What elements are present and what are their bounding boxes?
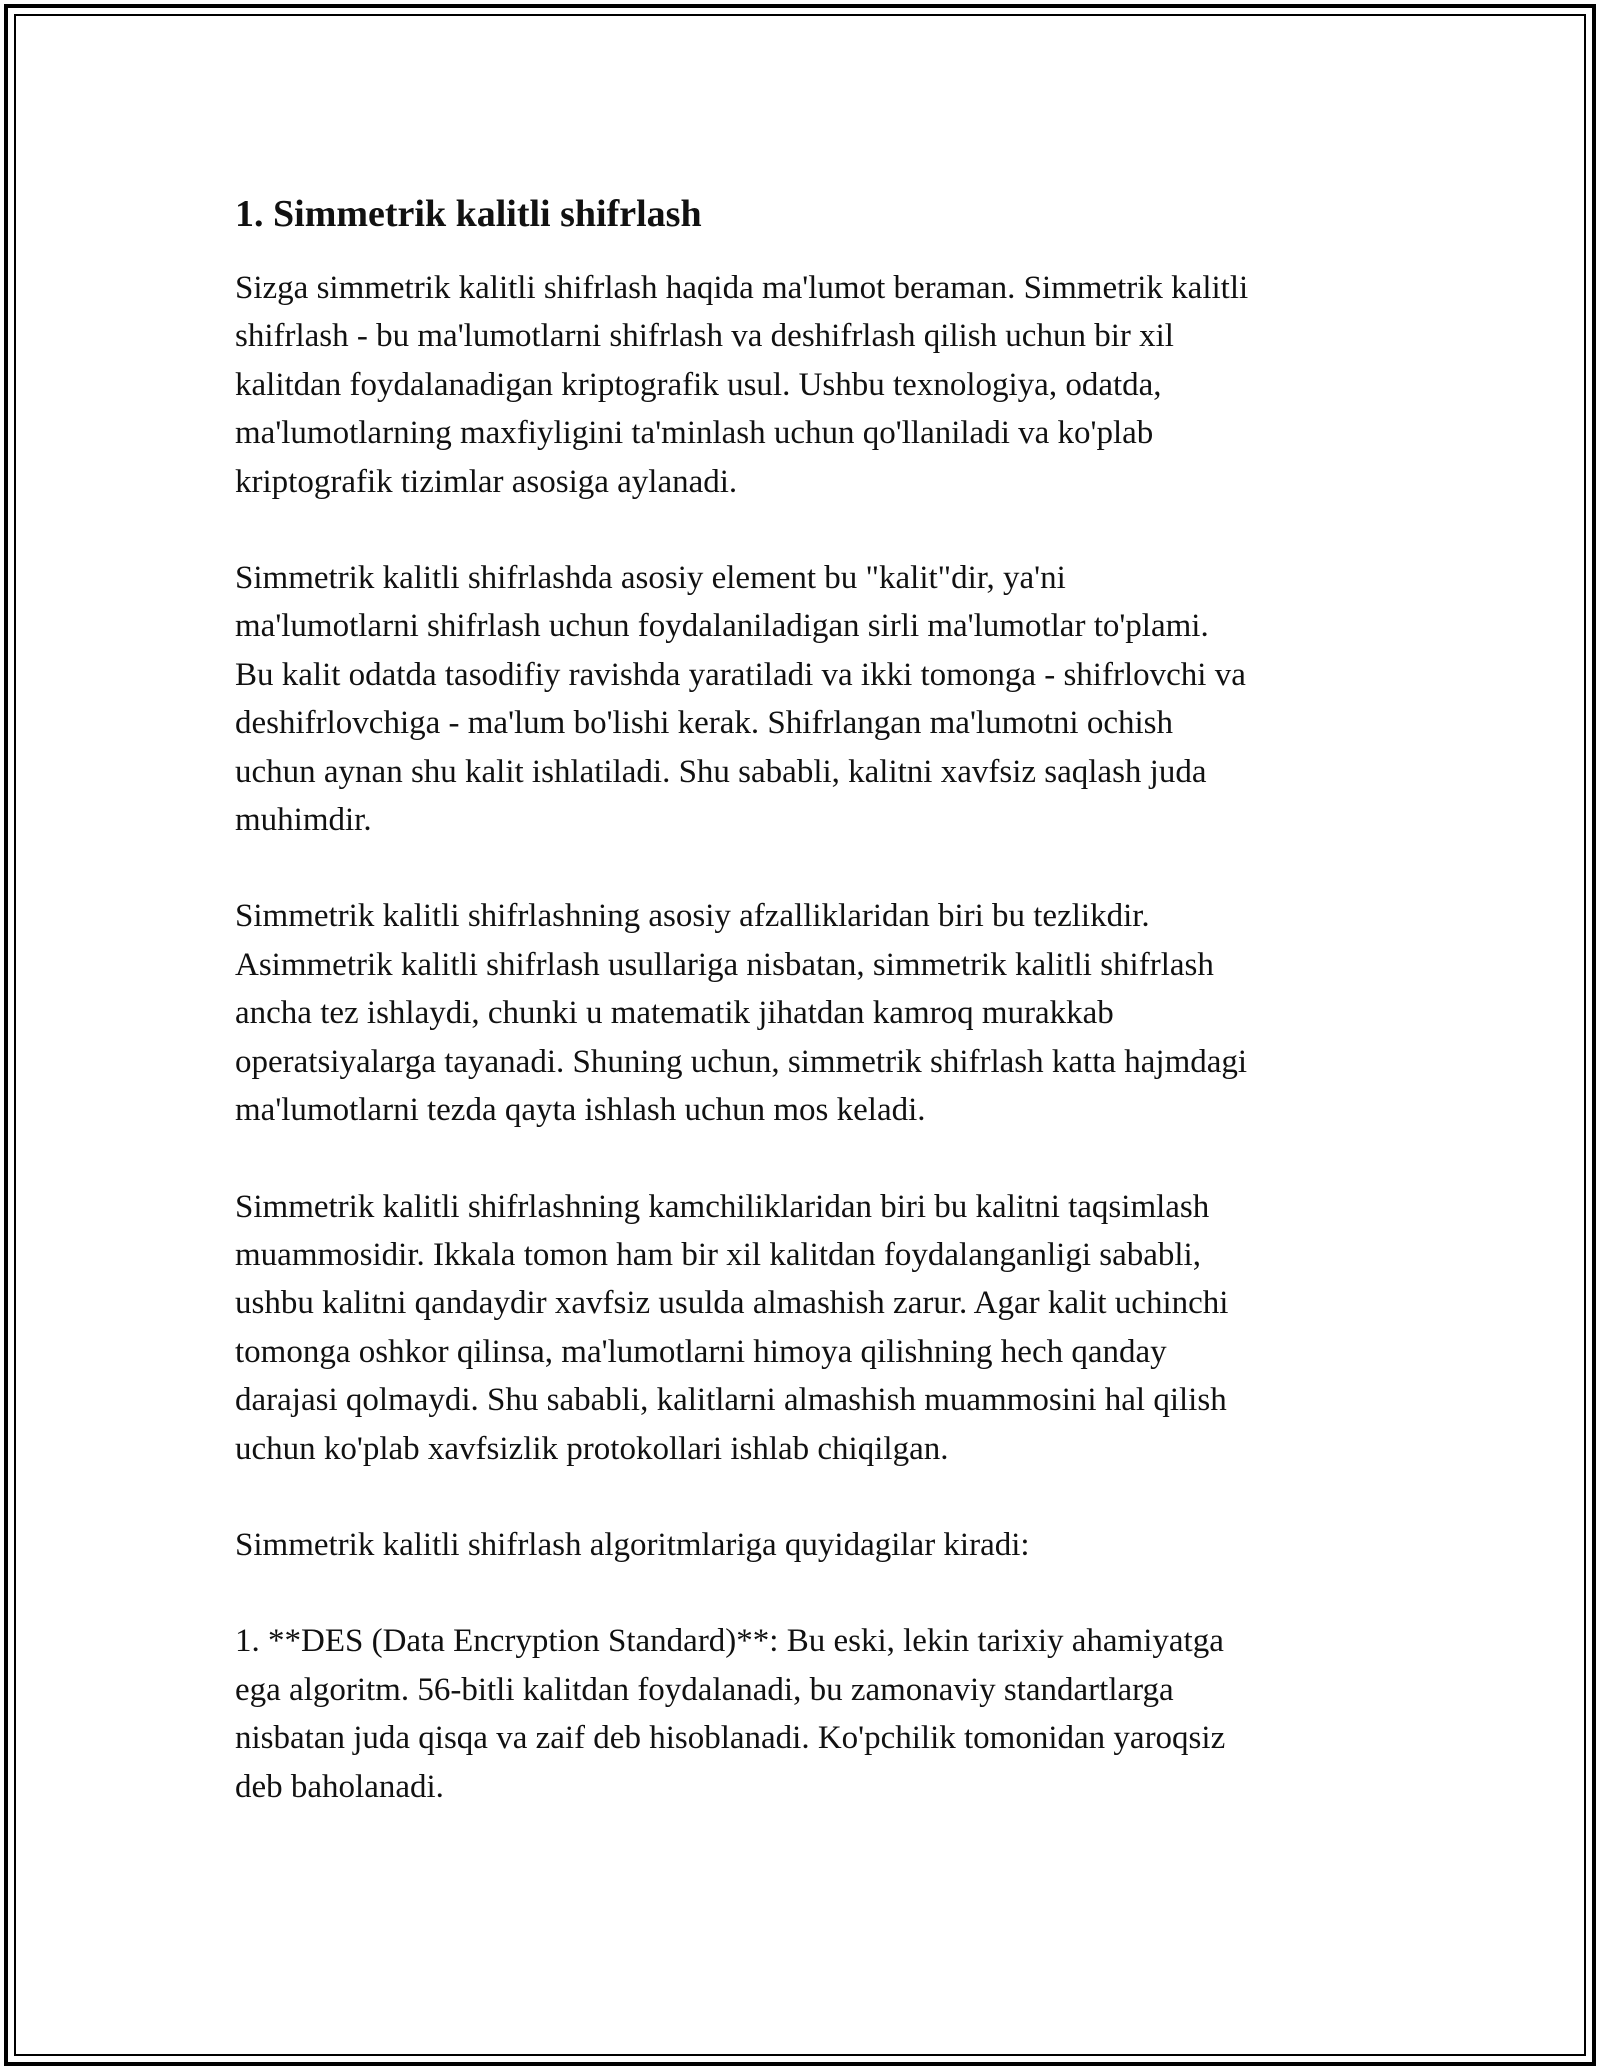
text-line: Simmetrik kalitli shifrlashning kamchiliklaridan biri bu kalitni taqsimlash xyxy=(235,1188,1210,1225)
document-body xyxy=(235,186,1365,1859)
text-line: ma'lumotlarning maxfiyligini ta'minlash uchun qo'llaniladi va ko'plab xyxy=(235,415,1154,452)
text-line: tomonga oshkor qilinsa, ma'lumotlarni himoya qilishning hech qanday xyxy=(235,1333,1167,1370)
text-line: uchun aynan shu kalit ishlatiladi. Shu sababli, kalitni xavfsiz saqlash juda xyxy=(235,753,1207,790)
text-line: nisbatan juda qisqa va zaif deb hisoblanadi. Ko'pchilik tomonidan yaroqsiz xyxy=(235,1720,1226,1757)
text-line: muhimdir. xyxy=(235,802,372,839)
text-line: Simmetrik kalitli shifrlash algoritmlariga quyidagilar kiradi: xyxy=(235,1526,1030,1563)
text-line: Asimmetrik kalitli shifrlash usullariga nisbatan, simmetrik kalitli shifrlash xyxy=(235,946,1214,983)
text-line: shifrlash - bu ma'lumotlarni shifrlash va deshifrlash qilish uchun bir xil xyxy=(235,318,1174,355)
text-line: ega algoritm. 56-bitli kalitdan foydalanadi, bu zamonaviy standartlarga xyxy=(235,1671,1174,1708)
paragraph-algorithms-intro xyxy=(235,1521,1365,1569)
text-line: muammosidir. Ikkala tomon ham bir xil kalitdan foydalanganligi sababli, xyxy=(235,1236,1201,1273)
paragraph-key xyxy=(235,554,1365,844)
text-line: deb baholanadi. xyxy=(235,1768,444,1805)
text-line: kriptografik tizimlar asosiga aylanadi. xyxy=(235,463,738,500)
paragraph-intro xyxy=(235,264,1365,506)
text-line: Simmetrik kalitli shifrlashda asosiy element bu "kalit"dir, ya'ni xyxy=(235,560,1066,597)
text-line: kalitdan foydalanadigan kriptografik usul. Ushbu texnologiya, odatda, xyxy=(235,366,1162,403)
text-line: ma'lumotlarni tezda qayta ishlash uchun mos keladi. xyxy=(235,1092,926,1129)
paragraph-advantages xyxy=(235,892,1365,1134)
text-line: ma'lumotlarni shifrlash uchun foydalaniladigan sirli ma'lumotlar to'plami. xyxy=(235,608,1209,645)
text-line: 1. **DES (Data Encryption Standard)**: Bu eski, lekin tarixiy ahamiyatga xyxy=(235,1623,1224,1660)
text-line: ushbu kalitni qandaydir xavfsiz usulda almashish zarur. Agar kalit uchinchi xyxy=(235,1285,1229,1322)
text-line: deshifrlovchiga - ma'lum bo'lishi kerak. Shifrlangan ma'lumotni ochish xyxy=(235,705,1173,742)
text-line: operatsiyalarga tayanadi. Shuning uchun, simmetrik shifrlash katta hajmdagi xyxy=(235,1043,1248,1080)
paragraph-disadvantages xyxy=(235,1183,1365,1473)
text-line: Simmetrik kalitli shifrlashning asosiy afzalliklaridan biri bu tezlikdir. xyxy=(235,898,1150,935)
text-line: Bu kalit odatda tasodifiy ravishda yaratiladi va ikki tomonga - shifrlovchi va xyxy=(235,656,1246,693)
text-line: ancha tez ishlaydi, chunki u matematik jihatdan kamroq murakkab xyxy=(235,995,1114,1032)
text-line: Sizga simmetrik kalitli shifrlash haqida ma'lumot beraman. Simmetrik kalitli xyxy=(235,270,1249,306)
paragraph-des xyxy=(235,1617,1365,1811)
section-heading: 1. Simmetrik kalitli shifrlash xyxy=(235,193,702,235)
text-line: darajasi qolmaydi. Shu sababli, kalitlarni almashish muammosini hal qilish xyxy=(235,1382,1227,1419)
text-line: uchun ko'plab xavfsizlik protokollari ishlab chiqilgan. xyxy=(235,1430,949,1467)
